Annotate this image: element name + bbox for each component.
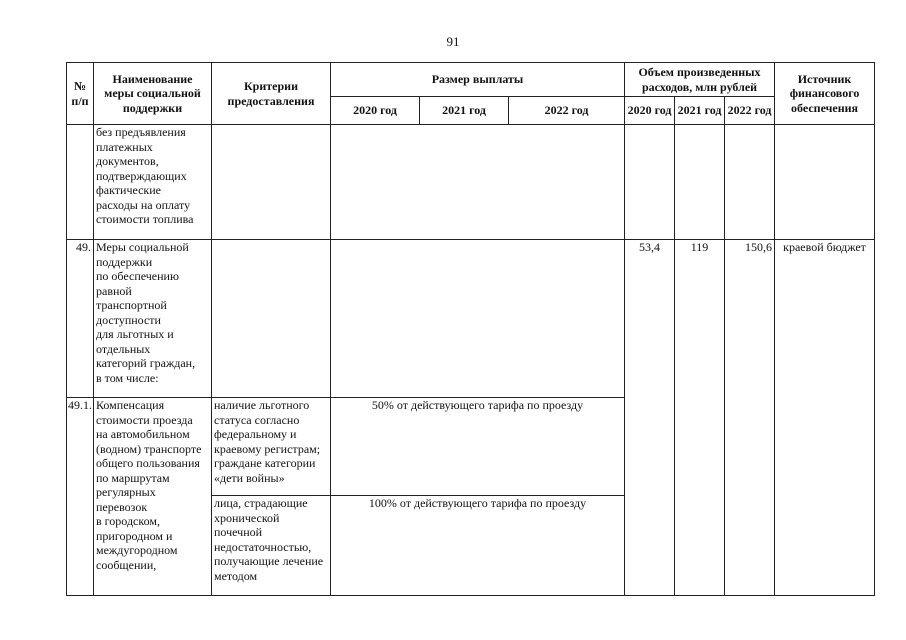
row-name: Меры социальной поддержки по обеспечению равной транспортной доступности для льготных и отдельных категорий граждан, в том числе:: [94, 240, 212, 398]
header-volume-year-2020: 2020 год: [625, 97, 675, 125]
row-volume-2020: [625, 125, 675, 240]
header-volume-year-2021: 2021 год: [675, 97, 725, 125]
row-source: [775, 125, 875, 240]
row-criteria: наличие льготного статуса согласно федеральному и краевому регистрам; граждане категории «дети войны»: [212, 398, 331, 496]
row-name: Компенсация стоимости проезда на автомобильном (водном) транспорте общего пользования по маршрутам регулярных перевозок в городском, пригородном и междугородном сообщении,: [94, 398, 212, 596]
row-num: [67, 125, 94, 240]
row-criteria: [212, 125, 331, 240]
table-row: [67, 240, 875, 398]
page-number: 91: [446, 34, 460, 49]
row-num: 49.: [67, 240, 94, 398]
header-payment: Размер выплаты: [331, 63, 625, 97]
row-payment: 50% от действующего тарифа по проезду: [331, 398, 625, 496]
header-name: Наименование меры социальной поддержки: [94, 63, 212, 125]
social-support-table: [66, 62, 875, 596]
row-payment: [331, 240, 625, 398]
header-source: Источник финансового обеспечения: [775, 63, 875, 125]
header-num: № п/п: [67, 63, 94, 125]
row-criteria: лица, страдающие хронической почечной недостаточностью, получающие лечение методом: [212, 496, 331, 596]
row-volume-2021: [675, 125, 725, 240]
row-source: краевой бюджет: [775, 240, 875, 596]
header-criteria: Критерии предоставления: [212, 63, 331, 125]
row-payment: [331, 125, 625, 240]
header-volume: Объем произведенных расходов, млн рублей: [625, 63, 775, 97]
row-criteria: [212, 240, 331, 398]
row-volume-2021: 119: [675, 240, 725, 596]
row-name: без предъявления платежных документов, подтверждающих фактические расходы на оплату стоимости топлива: [94, 125, 212, 240]
row-volume-2022: 150,6: [725, 240, 775, 596]
header-volume-year-2022: 2022 год: [725, 97, 775, 125]
header-payment-year-2021: 2021 год: [420, 97, 509, 125]
row-volume-2022: [725, 125, 775, 240]
header-payment-year-2022: 2022 год: [509, 97, 625, 125]
table-row: [67, 125, 875, 240]
row-payment: 100% от действующего тарифа по проезду: [331, 496, 625, 596]
row-num: 49.1.: [67, 398, 94, 596]
header-payment-year-2020: 2020 год: [331, 97, 420, 125]
row-volume-2020: 53,4: [625, 240, 675, 596]
